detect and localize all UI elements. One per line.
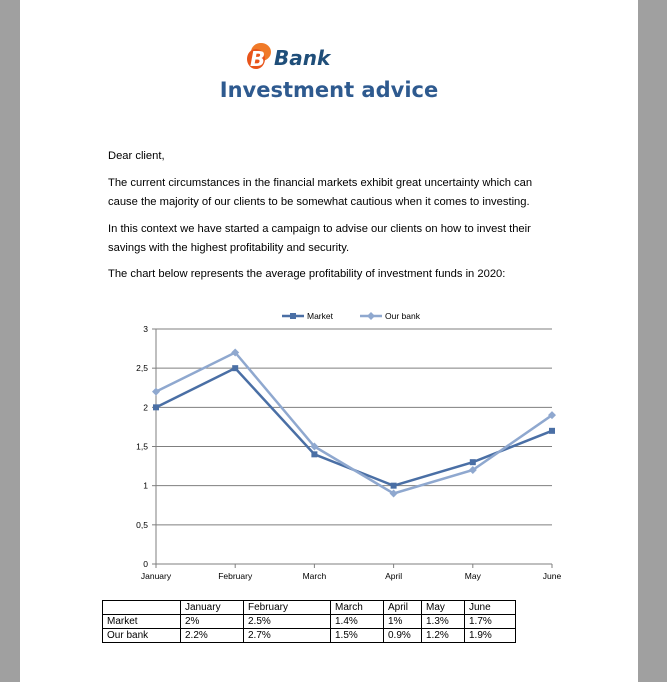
y-tick-label: 0,5	[136, 519, 148, 530]
table-cell: 1%	[384, 615, 422, 629]
table-header-cell	[103, 601, 181, 615]
legend-label: Our bank	[385, 311, 420, 321]
x-tick-label: June	[542, 571, 562, 581]
legend-label: Market	[307, 311, 333, 321]
data-point	[549, 428, 555, 434]
table-cell: Market	[103, 615, 181, 629]
data-point	[232, 365, 238, 371]
table-cell: 1.2%	[422, 629, 465, 643]
data-point	[153, 404, 159, 410]
table-cell: 1.3%	[422, 615, 465, 629]
y-tick-label: 2	[143, 402, 148, 413]
table-header-row	[103, 601, 516, 615]
data-point	[470, 459, 476, 465]
salutation: Dear client,	[108, 150, 165, 162]
y-tick-label: 0	[143, 559, 148, 569]
table-row	[103, 615, 516, 629]
table-cell: 2.2%	[181, 629, 244, 643]
table-header-cell: January	[181, 601, 244, 615]
paragraph-uncertainty: The current circumstances in the financial markets exhibit great uncertainty which can cause the majority of our clients to be somewhat cautious when it comes to investing.	[108, 177, 533, 208]
x-tick-label: May	[464, 571, 481, 581]
x-tick-label: April	[385, 571, 403, 581]
x-tick-label: February	[218, 571, 253, 581]
table-header-cell: May	[422, 601, 465, 615]
table-cell: 0.9%	[384, 629, 422, 643]
table-cell: 2.5%	[244, 615, 331, 629]
data-point	[152, 388, 160, 396]
data-point	[311, 451, 317, 457]
document-page	[20, 0, 638, 682]
table-row	[103, 629, 516, 643]
table-cell: 1.4%	[331, 615, 384, 629]
table-cell: Our bank	[103, 629, 181, 643]
window-margin	[638, 0, 667, 682]
y-tick-label: 2,5	[136, 363, 148, 374]
table-header-cell: February	[244, 601, 331, 615]
y-tick-label: 1	[143, 480, 148, 491]
table-header-cell: June	[465, 601, 516, 615]
paragraph-chart-intro: The chart below represents the average profitability of investment funds in 2020:	[108, 268, 506, 280]
bank-logo-mark	[246, 42, 272, 70]
table-cell: 1.7%	[465, 615, 516, 629]
data-point	[391, 483, 397, 489]
x-tick-label: January	[140, 571, 172, 581]
profitability-line-chart	[104, 305, 564, 590]
table-header-cell: March	[331, 601, 384, 615]
legend-marker	[367, 312, 375, 320]
document-title: Investment advice	[219, 78, 439, 102]
bank-logo-text: Bank	[274, 46, 331, 70]
legend-marker	[290, 313, 296, 319]
bank-logo	[246, 40, 366, 72]
series-line	[156, 368, 552, 486]
y-tick-label: 3	[143, 324, 148, 334]
table-header-cell: April	[384, 601, 422, 615]
paragraph-campaign: In this context we have started a campaign to advise our clients on how to invest their savings with the highest profitability and security.	[108, 223, 531, 254]
x-tick-label: March	[302, 571, 327, 581]
table-cell: 2.7%	[244, 629, 331, 643]
svg-text:B: B	[250, 47, 266, 70]
y-tick-label: 1,5	[136, 441, 148, 452]
profitability-table	[102, 600, 516, 643]
table-cell: 1.5%	[331, 629, 384, 643]
table-cell: 1.9%	[465, 629, 516, 643]
series-line	[156, 353, 552, 494]
table-cell: 2%	[181, 615, 244, 629]
